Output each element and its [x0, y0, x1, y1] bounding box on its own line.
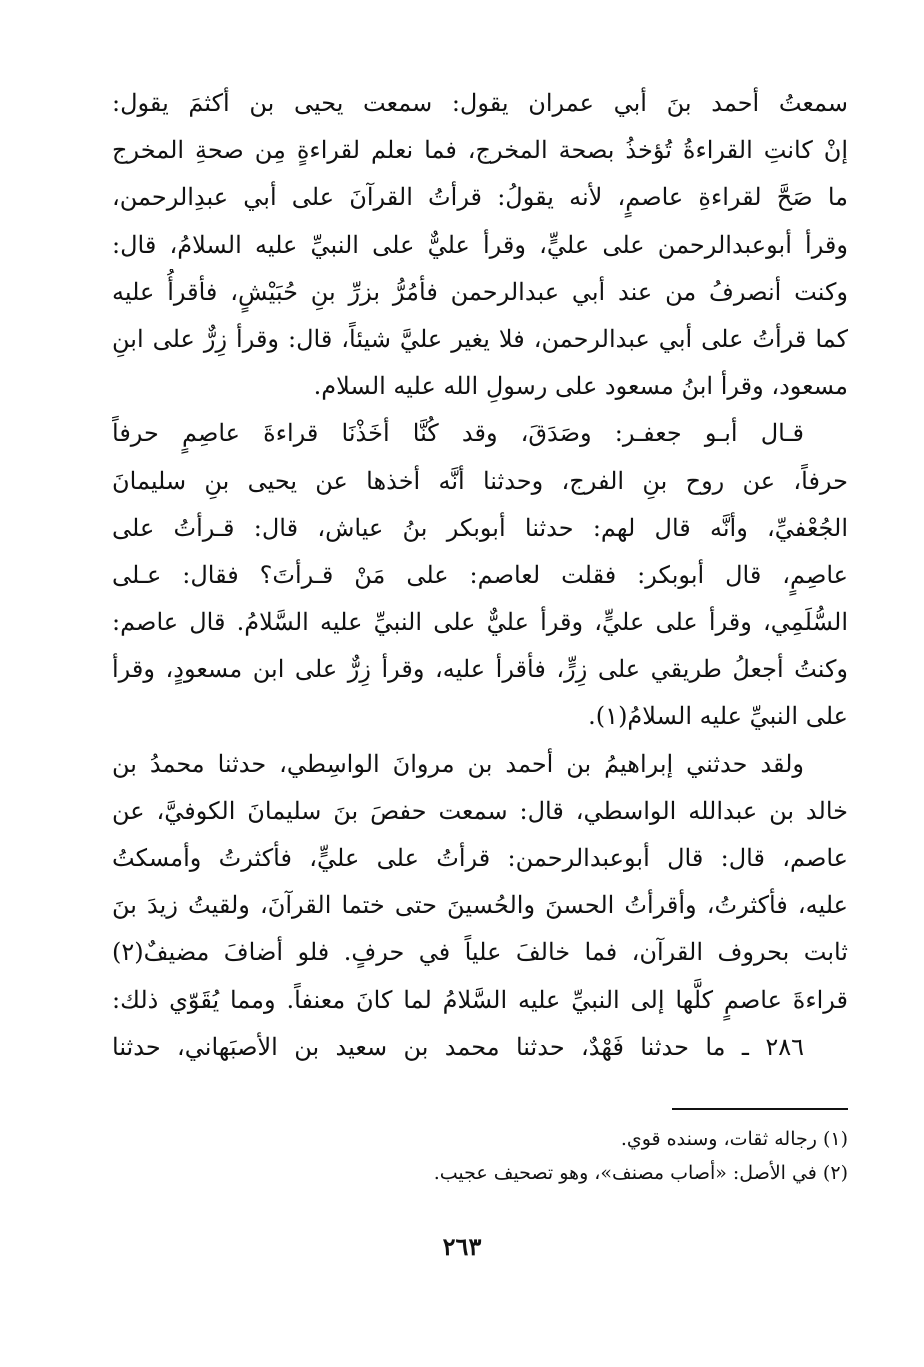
- text-line: وكنت أنصرفُ من عند أبي عبدالرحمن فأمُرُّ بزرِّ بنِ حُبَيْشٍ، فأقرأُ عليه: [112, 277, 848, 306]
- footnote-2: (٢) في الأصل: «أصاب مصنف»، وهو تصحيف عجيب.: [433, 1162, 848, 1184]
- text-line: ثابت بحروف القرآن، فما خالفَ علياً في حرفٍ. فلو أضافَ مضيفٌ(٢): [112, 938, 848, 967]
- page-number: ٢٦٣: [442, 1232, 482, 1261]
- text-line: سمعتُ أحمد بنَ أبي عمران يقول: سمعت يحيى بن أكثمَ يقول:: [112, 89, 848, 117]
- text-line: حرفاً، عن روح بنِ الفرج، وحدثنا أنَّه أخذها عن يحيى بنِ سليمانَ: [112, 466, 848, 495]
- text-line: إنْ كانتِ القراءةُ تُؤخذُ بصحة المخرج، فما نعلم لقراءةٍ مِن صحةِ المخرج: [112, 136, 848, 165]
- text-line: قـال أبـو جعفـر: وصَدَقَ، وقد كُنَّا أخَذْنَا قراءةَ عاصِمٍ حرفاً: [112, 419, 804, 448]
- text-line: عليه، فأكثرتُ، وأقرأتُ الحسنَ والحُسينَ حتى ختما القرآنَ، ولقيتُ زيدَ بنَ: [112, 891, 848, 920]
- text-line: الجُعْفيِّ، وأنَّه قال لهم: حدثنا أبوبكر بنُ عياش، قال: قـرأتُ على: [112, 513, 848, 542]
- footnotes: [112, 1122, 848, 1190]
- text-line: قراءةَ عاصمٍ كلَّها إلى النبيِّ عليه السَّلامُ لما كانَ معنفاً. ومما يُقَوّي ذلك:: [112, 985, 848, 1014]
- text-line: كما قرأتُ على أبي عبدالرحمن، فلا يغير عليَّ شيئاً، قال: وقرأ زِرٌّ على ابنِ: [112, 324, 848, 353]
- text-line: خالد بن عبدالله الواسطي، قال: سمعت حفصَ بنَ سليمانَ الكوفيَّ، عن: [112, 796, 848, 825]
- text-line: ٢٨٦ ـ ما حدثنا فَهْدٌ، حدثنا محمد بن سعيد بن الأصبَهاني، حدثنا: [112, 1032, 804, 1061]
- text-line: على النبيِّ عليه السلامُ(١).: [588, 702, 848, 731]
- text-line: ولقد حدثني إبراهيمُ بن أحمد بن مروانَ الواسِطي، حدثنا محمدُ بن: [112, 749, 804, 778]
- text-line: وكنتُ أجعلُ طريقي على زِرٍّ، فأقرأ عليه، وقرأ زِرٌّ على ابن مسعودٍ، وقرأ: [112, 655, 848, 684]
- text-line: وقرأ أبوعبدالرحمن على عليٍّ، وقرأ عليٌّ على النبيِّ عليه السلامُ، قال:: [112, 230, 848, 259]
- text-line: ما صَحَّ لقراءةِ عاصمٍ، لأنه يقولُ: قرأتُ القرآنَ على أبي عبدِالرحمن،: [112, 183, 848, 212]
- footnote-divider: [672, 1108, 848, 1110]
- text-line: عاصم، قال: قال أبوعبدالرحمن: قرأتُ على عليٍّ، فأكثرتُ وأمسكتُ: [112, 844, 848, 872]
- main-text: [112, 80, 848, 1071]
- text-line: عاصِمٍ، قال أبوبكر: فقلت لعاصم: على مَنْ قـرأتَ؟ فقال: عـلى: [112, 560, 848, 589]
- text-line: مسعود، وقرأ ابنُ مسعود على رسولِ الله عليه السلام.: [313, 372, 848, 401]
- footnote-1: (١) رجاله ثقات، وسنده قوي.: [620, 1128, 848, 1150]
- text-line: السُّلَمِي، وقرأ على عليٍّ، وقرأ عليٌّ على النبيِّ عليه السَّلامُ. قال عاصم:: [112, 608, 848, 637]
